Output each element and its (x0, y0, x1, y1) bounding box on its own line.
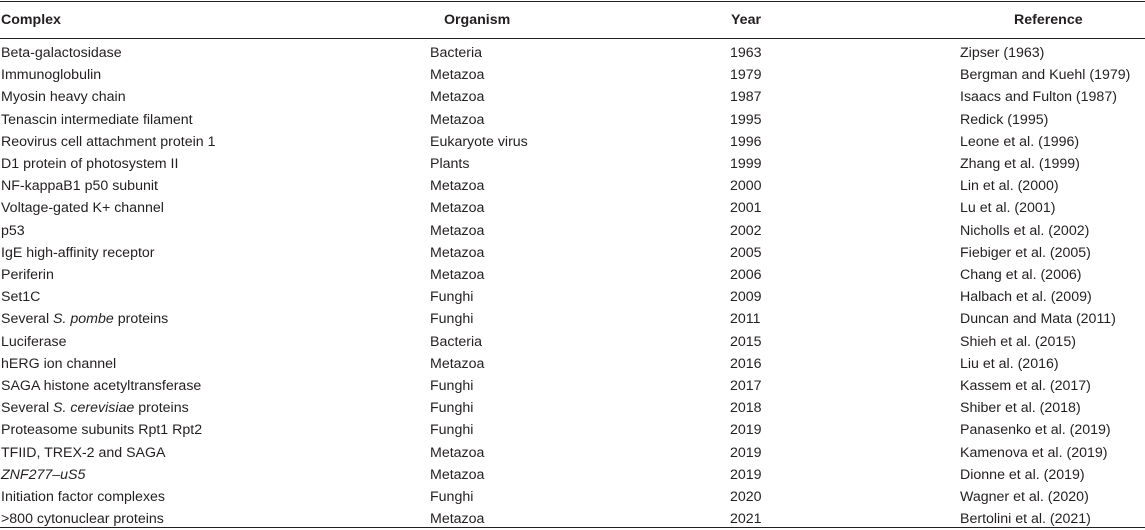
cell-reference: Isaacs and Fulton (1987) (960, 89, 1117, 106)
table-row (0, 286, 1145, 308)
cell-organism: Metazoa (430, 178, 485, 195)
cell-complex-segment: Proteasome subunits Rpt1 Rpt2 (1, 422, 203, 439)
table-row (0, 308, 1145, 330)
table-row (0, 175, 1145, 197)
table-row (0, 109, 1145, 131)
table-row (0, 220, 1145, 242)
cell-complex-segment: Myosin heavy chain (1, 89, 126, 106)
cell-organism: Metazoa (430, 511, 485, 528)
cell-organism: Bacteria (430, 333, 483, 350)
cell-complex-segment: hERG ion channel (1, 355, 117, 372)
cell-complex (1, 42, 122, 64)
cell-organism: Metazoa (430, 466, 485, 483)
cell-organism: Funghi (430, 422, 474, 439)
cell-year: 1979 (730, 67, 762, 84)
table-row (0, 86, 1145, 108)
cell-complex-segment: Periferin (1, 267, 54, 283)
cell-complex (1, 419, 202, 441)
cell-complex (1, 286, 40, 308)
table-row (0, 419, 1145, 441)
cell-reference: Lu et al. (2001) (960, 200, 1056, 217)
cell-year: 2005 (730, 244, 762, 261)
cell-year: 2021 (730, 511, 762, 528)
table-row (0, 131, 1145, 153)
cell-complex-segment: S. cerevisiae (53, 400, 135, 417)
header-complex: Complex (1, 12, 61, 28)
cell-reference: Wagner et al. (2020) (960, 489, 1089, 505)
cell-complex-segment: Luciferase (1, 333, 67, 350)
cell-reference: Bergman and Kuehl (1979) (960, 67, 1131, 84)
cell-complex-segment: >800 cytonuclear proteins (1, 511, 164, 528)
header-organism: Organism (444, 12, 511, 28)
cell-year: 1999 (730, 156, 762, 172)
cell-complex (1, 64, 101, 86)
cell-organism: Funghi (430, 311, 474, 328)
cell-year: 2011 (730, 311, 761, 328)
table-row (0, 42, 1145, 64)
cell-complex (1, 131, 216, 153)
cell-complex (1, 109, 193, 131)
cell-complex (1, 220, 25, 242)
cell-complex-segment: Voltage-gated K+ channel (1, 200, 164, 217)
cell-reference: Nicholls et al. (2002) (960, 222, 1090, 239)
cell-reference: Liu et al. (2016) (960, 355, 1059, 372)
cell-complex (1, 86, 126, 108)
cell-reference: Shiber et al. (2018) (960, 400, 1081, 417)
table-row (0, 197, 1145, 219)
cell-organism: Metazoa (430, 67, 485, 84)
cell-year: 2018 (730, 400, 762, 417)
cell-complex-segment: Set1C (1, 289, 41, 306)
cell-year: 1995 (730, 111, 762, 128)
cell-year: 1963 (730, 45, 762, 61)
table-header-rule (0, 38, 1145, 39)
cell-complex-segment: Tenascin intermediate filament (1, 111, 193, 128)
cell-organism: Metazoa (430, 111, 485, 128)
cell-year: 2006 (730, 267, 762, 283)
cell-reference: Redick (1995) (960, 111, 1049, 128)
cell-reference: Leone et al. (1996) (960, 133, 1080, 150)
cell-complex-segment: proteins (134, 400, 189, 417)
cell-complex (1, 175, 158, 197)
cell-complex (1, 486, 165, 508)
cell-complex-segment: Initiation factor complexes (1, 489, 166, 505)
cell-complex-segment: IgE high-affinity receptor (1, 244, 155, 261)
cell-year: 2020 (730, 489, 762, 505)
cell-year: 2001 (730, 200, 762, 217)
cell-reference: Kassem et al. (2017) (960, 378, 1091, 394)
cell-complex (1, 197, 164, 219)
table-row (0, 242, 1145, 264)
cell-organism: Metazoa (430, 244, 485, 261)
table-bottom-rule (0, 527, 1145, 528)
cell-organism: Metazoa (430, 267, 485, 283)
cell-year: 1987 (730, 89, 762, 106)
header-year: Year (731, 12, 761, 28)
cell-reference: Chang et al. (2006) (960, 267, 1082, 283)
cell-organism: Bacteria (430, 45, 483, 61)
cell-year: 1996 (730, 133, 762, 150)
cell-complex (1, 442, 166, 464)
cell-complex-segment: proteins (113, 311, 169, 328)
cell-organism: Plants (430, 156, 470, 172)
cell-organism: Metazoa (430, 222, 485, 239)
cell-year: 2002 (730, 222, 762, 239)
table-row (0, 375, 1145, 397)
cell-organism: Funghi (430, 400, 474, 417)
cell-reference: Halbach et al. (2009) (960, 289, 1092, 306)
cell-reference: Dionne et al. (2019) (960, 466, 1085, 483)
table-row (0, 353, 1145, 375)
cell-complex (1, 375, 201, 397)
cell-complex-segment: Several (1, 400, 54, 417)
cell-year: 2019 (730, 422, 762, 439)
cell-organism: Metazoa (430, 444, 485, 461)
cell-complex (1, 264, 54, 286)
cell-complex-segment: TFIID, TREX-2 and SAGA (1, 444, 166, 461)
cell-complex (1, 397, 189, 419)
table-top-rule (0, 1, 1145, 2)
cell-complex-segment: S. pombe (53, 311, 114, 328)
cell-reference: Kamenova et al. (2019) (960, 444, 1108, 461)
table-row (0, 264, 1145, 286)
table-header-row (0, 9, 1145, 31)
cell-organism: Metazoa (430, 355, 485, 372)
cell-year: 2019 (730, 466, 762, 483)
cell-complex-segment: NF-kappaB1 p50 subunit (1, 178, 158, 195)
cell-reference: Shieh et al. (2015) (960, 333, 1076, 350)
cell-complex (1, 242, 155, 264)
cell-organism: Eukaryote virus (430, 133, 528, 150)
cell-complex-segment: Immunoglobulin (1, 67, 102, 84)
cell-complex-segment: p53 (1, 222, 25, 239)
cell-complex-segment: SAGA histone acetyltransferase (1, 378, 202, 394)
cell-organism: Metazoa (430, 200, 485, 217)
header-reference: Reference (1014, 12, 1083, 28)
cell-year: 2015 (730, 333, 762, 350)
cell-complex-segment: Several (1, 311, 54, 328)
cell-complex (1, 464, 85, 486)
cell-complex (1, 331, 66, 353)
cell-organism: Metazoa (430, 89, 485, 106)
cell-organism: Funghi (430, 489, 474, 505)
table-row (0, 397, 1145, 419)
cell-complex (1, 353, 116, 375)
cell-complex-segment: Beta-galactosidase (1, 45, 122, 61)
table-row (0, 464, 1145, 486)
cell-reference: Duncan and Mata (2011) (960, 311, 1116, 328)
cell-year: 2000 (730, 178, 762, 195)
cell-year: 2019 (730, 444, 762, 461)
cell-year: 2009 (730, 289, 762, 306)
cell-year: 2016 (730, 355, 762, 372)
cell-complex-segment: D1 protein of photosystem II (1, 156, 179, 172)
table-row (0, 486, 1145, 508)
cell-complex-segment: Reovirus cell attachment protein 1 (1, 133, 216, 150)
table-row (0, 442, 1145, 464)
cell-complex (1, 153, 178, 175)
table-row (0, 331, 1145, 353)
cell-reference: Bertolini et al. (2021) (960, 511, 1091, 528)
cell-reference: Zipser (1963) (960, 45, 1045, 61)
cell-reference: Fiebiger et al. (2005) (960, 244, 1091, 261)
table-row (0, 153, 1145, 175)
cell-organism: Funghi (430, 289, 474, 306)
cell-complex (1, 308, 168, 330)
cell-organism: Funghi (430, 378, 474, 394)
cell-year: 2017 (730, 378, 762, 394)
cell-reference: Zhang et al. (1999) (960, 156, 1080, 172)
cell-complex-segment: ZNF277–uS5 (1, 466, 86, 483)
cell-reference: Lin et al. (2000) (960, 178, 1059, 195)
table-row (0, 64, 1145, 86)
cell-reference: Panasenko et al. (2019) (960, 422, 1111, 439)
